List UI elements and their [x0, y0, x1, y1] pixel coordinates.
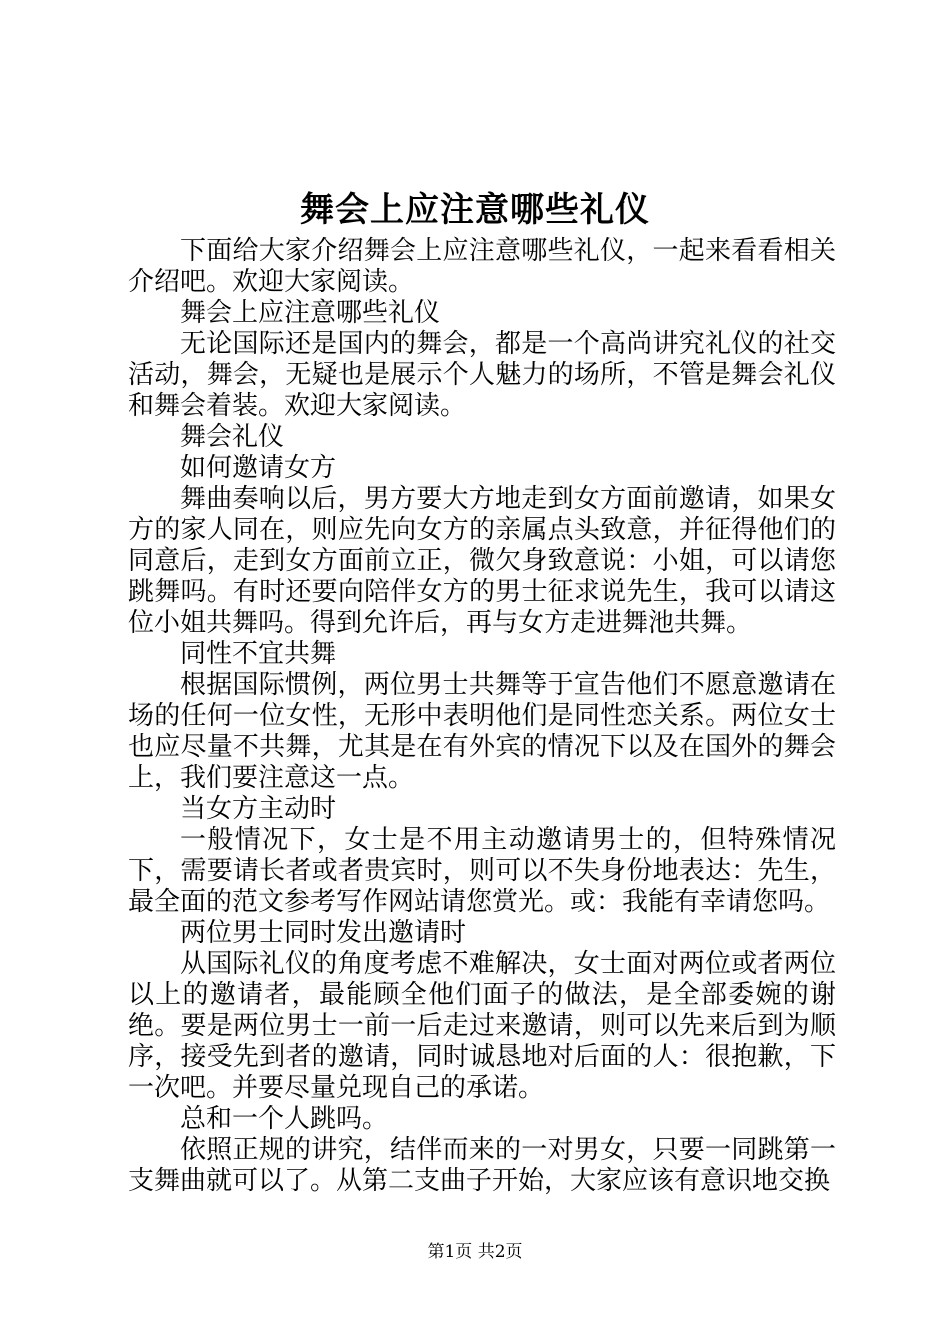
- page-number-footer: 第1页 共2页: [427, 1242, 523, 1262]
- paragraph-heading-woman-initiative: 当女方主动时: [180, 794, 337, 824]
- paragraph-heading-two-men: 两位男士同时发出邀请时: [180, 918, 467, 948]
- paragraph-invite: 舞曲奏响以后，男方要大方地走到女方面前邀请，如果女方的家人同在，则应先向女方的亲属点头致意，并征得他们的同意后，走到女方面前立正，微欠身致意说：小姐，可以请您跳舞吗。有时还要向陪伴女方的男士征求说先生，我可以请这位小姐共舞吗。得到允许后，再与女方走进舞池共舞。: [128, 484, 836, 638]
- paragraph-one-partner: 依照正规的讲究，结伴而来的一对男女，只要一同跳第一支舞曲就可以了。从第二支曲子开始，大家应该有意识地交换: [128, 1135, 836, 1196]
- paragraph-same-sex: 根据国际惯例，两位男士共舞等于宣告他们不愿意邀请在场的任何一位女性，无形中表明他们是同性恋关系。两位女士也应尽量不共舞，尤其是在有外宾的情况下以及在国外的舞会上，我们要注意这一点。: [128, 670, 836, 793]
- paragraph-heading-main: 舞会上应注意哪些礼仪: [180, 298, 441, 328]
- document-body: [128, 236, 836, 1197]
- paragraph-two-men: 从国际礼仪的角度考虑不难解决，女士面对两位或者两位以上的邀请者，最能顾全他们面子的做法，是全部委婉的谢绝。要是两位男士一前一后走过来邀请，则可以先来后到为顺序，接受先到者的邀请，同时诚恳地对后面的人：很抱歉，下一次吧。并要尽量兑现自己的承诺。: [128, 949, 836, 1103]
- paragraph-heading-invite: 如何邀请女方: [180, 453, 337, 483]
- paragraph-heading-same-sex: 同性不宜共舞: [180, 639, 337, 669]
- paragraph-overview: 无论国际还是国内的舞会，都是一个高尚讲究礼仪的社交活动，舞会，无疑也是展示个人魅力的场所，不管是舞会礼仪和舞会着装。欢迎大家阅读。: [128, 329, 836, 421]
- paragraph-intro: 下面给大家介绍舞会上应注意哪些礼仪，一起来看看相关介绍吧。欢迎大家阅读。: [128, 236, 836, 297]
- paragraph-heading-one-partner: 总和一个人跳吗。: [180, 1104, 389, 1134]
- paragraph-woman-initiative: 一般情况下，女士是不用主动邀请男士的，但特殊情况下，需要请长者或者贵宾时，则可以不失身份地表达：先生，最全面的范文参考写作网站请您赏光。或：我能有幸请您吗。: [128, 825, 836, 917]
- paragraph-heading-etiquette: 舞会礼仪: [180, 422, 285, 452]
- document-title: 舞会上应注意哪些礼仪: [300, 190, 650, 230]
